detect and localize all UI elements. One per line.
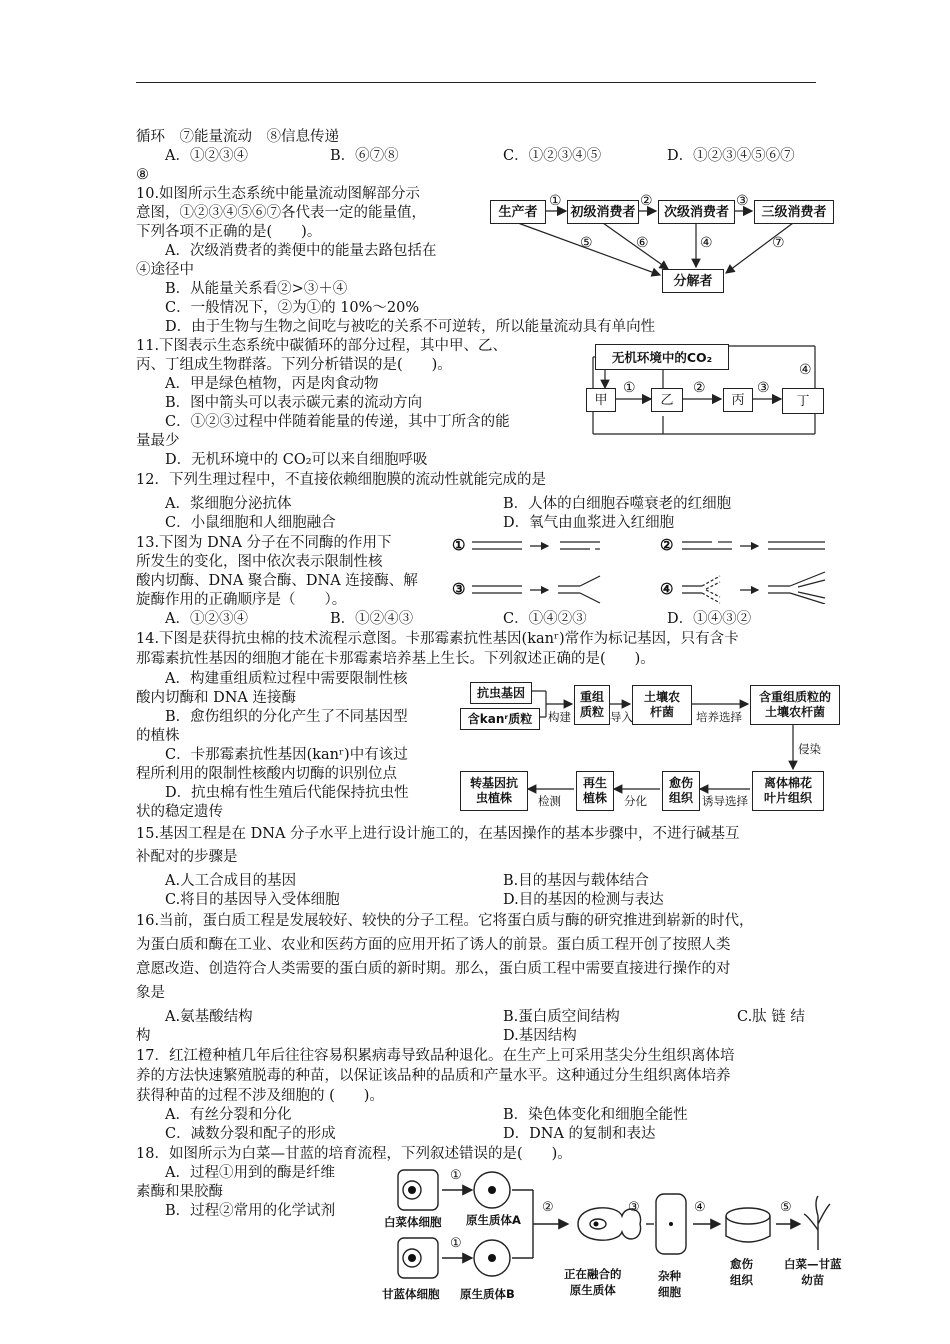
- box-secondary-consumer: 次级消费者: [658, 200, 735, 224]
- label-2: ②: [660, 536, 674, 554]
- box-cotton-leaf: 离体棉花 叶片组织: [752, 771, 824, 811]
- text-line: A．过程①用到的酶是纤维: [165, 1165, 335, 1181]
- text-line: C．卡那霉素抗性基因(kanʳ)中有该过: [165, 747, 408, 763]
- text-line: 11.下图表示生态系统中碳循环的部分过程，其中甲、乙、: [136, 338, 508, 354]
- text-line: B．从能量关系看②>③＋④: [165, 281, 348, 297]
- box-jia: 甲: [586, 388, 616, 412]
- label-callus: 愈伤 组织: [730, 1257, 753, 1287]
- text-line: A．次级消费者的粪便中的能量去路包括在: [165, 243, 437, 259]
- box-tertiary-consumer: 三级消费者: [754, 200, 834, 224]
- text-line: 量最少: [136, 433, 180, 449]
- box-primary-consumer: 初级消费者: [567, 200, 639, 224]
- text-line: D．氧气由血浆进入红细胞: [503, 515, 675, 531]
- text-line: D.基因结构: [503, 1028, 577, 1044]
- text-line: D．无机环境中的 CO₂可以来自细胞呼吸: [165, 452, 428, 468]
- figure-energy-flow: [488, 193, 836, 293]
- text-line: C.将目的基因导入受体细胞: [165, 892, 340, 908]
- text-line: B．①②④③: [330, 611, 414, 627]
- label-import: 导入: [610, 710, 633, 724]
- text-line: 补配对的步骤是: [136, 849, 238, 865]
- text-line: B．⑥⑦⑧: [330, 148, 399, 164]
- label-2: ②: [693, 380, 706, 396]
- text-line: A．①②③④: [165, 611, 248, 627]
- label-protoplast-a: 原生质体A: [466, 1213, 521, 1227]
- box-kan-plasmid: 含kanʳ质粒: [460, 708, 540, 730]
- figure-carbon-cycle: [585, 338, 825, 438]
- text-line: C．①②③④⑤: [503, 148, 602, 164]
- box-bing: 丙: [723, 388, 753, 412]
- label-infect: 侵染: [798, 742, 821, 756]
- header-rule: [136, 82, 816, 83]
- label-construct: 构建: [548, 710, 571, 724]
- label-cabbage-cell: 白菜体细胞: [384, 1215, 442, 1229]
- box-insect-gene: 抗虫基因: [470, 682, 532, 704]
- dna-strands: [450, 532, 840, 604]
- figure-dna-enzymes: [450, 532, 840, 604]
- text-line: A．有丝分裂和分化: [165, 1107, 292, 1123]
- text-line: B．图中箭头可以表示碳元素的流动方向: [165, 395, 423, 411]
- text-line: 酸内切酶和 DNA 连接酶: [136, 690, 297, 706]
- text-line: 16.当前，蛋白质工程是发展较好、较快的分子工程。它将蛋白质与酶的研究推进到崭新的时代，: [136, 913, 754, 929]
- text-line: ④途径中: [136, 262, 194, 278]
- label-3: ③: [757, 380, 770, 396]
- text-line: 获得种苗的过程不涉及细胞的 ( )。: [136, 1088, 384, 1104]
- text-line: 状的稳定遗传: [136, 804, 223, 820]
- label-detect: 检测: [538, 794, 561, 808]
- text-line: B.蛋白质空间结构: [503, 1009, 620, 1025]
- text-line: D．由于生物与生物之间吃与被吃的关系不可逆转，所以能量流动具有单向性: [165, 319, 656, 335]
- box-recombinant-plasmid: 重组 质粒: [574, 685, 610, 725]
- box-agrobacterium-recombinant: 含重组质粒的 土壤农杆菌: [750, 685, 840, 725]
- text-line: 为蛋白质和酶在工业、农业和医药方面的应用开拓了诱人的前景。蛋白质工程开创了按照人类: [136, 937, 731, 953]
- text-line: D．抗虫棉有性生殖后代能保持抗虫性: [165, 785, 409, 801]
- step-4: ④: [694, 1200, 706, 1215]
- text-line: 丙、丁组成生物群落。下列分析错误的是( )。: [136, 357, 452, 373]
- step-2: ②: [542, 1200, 554, 1215]
- text-line: 意图，①②③④⑤⑥⑦各代表一定的能量值，: [136, 205, 426, 221]
- label-7: ⑦: [772, 235, 785, 251]
- text-line: D．①②③④⑤⑥⑦: [667, 148, 795, 164]
- label-kale-cell: 甘蓝体细胞: [382, 1287, 440, 1301]
- step-3: ③: [628, 1200, 640, 1215]
- label-6: ⑥: [636, 235, 649, 251]
- box-inorganic-co2: 无机环境中的CO₂: [595, 344, 729, 370]
- text-line: 的植株: [136, 728, 180, 744]
- label-1: ①: [452, 536, 466, 554]
- step-1a: ①: [450, 1168, 462, 1183]
- text-line: 程所利用的限制性核酸内切酶的识别位点: [136, 766, 397, 782]
- text-line: 13.下图为 DNA 分子在不同酶的作用下: [136, 535, 392, 551]
- text-line: C．小鼠细胞和人细胞融合: [165, 515, 336, 531]
- box-ding: 丁: [782, 388, 824, 414]
- text-line: 酸内切酶、DNA 聚合酶、DNA 连接酶、解: [136, 573, 418, 589]
- text-line: 15.基因工程是在 DNA 分子水平上进行设计施工的，在基因操作的基本步骤中，不进行碱基互: [136, 826, 740, 842]
- text-line: A.人工合成目的基因: [165, 873, 297, 889]
- text-line: A．构建重组质粒过程中需要限制性核: [165, 671, 408, 687]
- text-line: 17．红江橙种植几年后往往容易积累病毒导致品种退化。在生产上可采用茎尖分生组织离体培: [136, 1048, 735, 1064]
- text-line: B．过程②常用的化学试剂: [165, 1203, 336, 1219]
- figure-hybrid-flow: [378, 1160, 848, 1344]
- text-line: ⑧: [136, 167, 149, 183]
- text-line: 12．下列生理过程中，不直接依赖细胞膜的流动性就能完成的是: [136, 472, 546, 488]
- text-line: B．人体的白细胞吞噬衰老的红细胞: [503, 496, 732, 512]
- label-fusing-protoplast: 正在融合的 原生质体: [564, 1267, 622, 1297]
- label-3: ③: [452, 580, 466, 598]
- text-line: 循环 ⑦能量流动 ⑧信息传递: [136, 129, 339, 145]
- label-1: ①: [549, 193, 562, 209]
- box-agrobacterium: 土壤农 杆菌: [632, 685, 692, 725]
- text-line: C．①④②③: [503, 611, 587, 627]
- label-differentiate: 分化: [624, 794, 647, 808]
- text-line: B．愈伤组织的分化产生了不同基因型: [165, 709, 408, 725]
- label-4: ④: [660, 580, 674, 598]
- text-line: 10.如图所示生态系统中能量流动图解部分示: [136, 186, 421, 202]
- text-line: 14.下图是获得抗虫棉的技术流程示意图。卡那霉素抗性基因(kanʳ)常作为标记基因，只有含卡: [136, 631, 739, 647]
- label-seedling: 白菜—甘蓝 幼苗: [784, 1257, 842, 1287]
- box-decomposer: 分解者: [662, 269, 724, 293]
- label-culture-select: 培养选择: [696, 710, 742, 724]
- text-line: 那霉素抗性基因的细胞才能在卡那霉素培养基上生长。下列叙述正确的是( )。: [136, 651, 655, 667]
- label-5: ⑤: [580, 235, 593, 251]
- text-line: B.目的基因与载体结合: [503, 873, 649, 889]
- label-1: ①: [623, 380, 636, 396]
- label-2: ②: [640, 193, 653, 209]
- text-line: 下列各项不正确的是( )。: [136, 224, 322, 240]
- label-hybrid-cell: 杂种 细胞: [658, 1269, 681, 1299]
- box-regenerated-plant: 再生 植株: [576, 771, 614, 811]
- box-yi: 乙: [651, 388, 683, 412]
- text-line: 象是: [136, 985, 165, 1001]
- text-line: D．①④③②: [667, 611, 752, 627]
- label-protoplast-b: 原生质体B: [460, 1287, 515, 1301]
- hybrid-flow-drawing: [378, 1160, 848, 1344]
- text-line: D．DNA 的复制和表达: [503, 1126, 656, 1142]
- text-line: C．减数分裂和配子的形成: [165, 1126, 336, 1142]
- text-line: 所发生的变化，图中依次表示限制性核: [136, 554, 383, 570]
- text-line: 素酶和果胶酶: [136, 1184, 223, 1200]
- text-line: A．①②③④: [165, 148, 248, 164]
- text-line: C．①②③过程中伴随着能量的传递，其中丁所含的能: [165, 414, 510, 430]
- step-5: ⑤: [780, 1200, 792, 1215]
- step-1b: ①: [450, 1236, 462, 1251]
- text-line: 旋酶作用的正确顺序是（ ）。: [136, 592, 347, 608]
- box-producer: 生产者: [490, 200, 546, 224]
- label-induce-select: 诱导选择: [702, 794, 748, 808]
- box-callus: 愈伤 组织: [662, 771, 700, 811]
- text-line: C．一般情况下，②为①的 10%～20%: [165, 300, 420, 316]
- text-line: 构: [136, 1028, 151, 1044]
- label-4: ④: [799, 362, 812, 378]
- text-line: A.氨基酸结构: [165, 1009, 253, 1025]
- text-line: 养的方法快速繁殖脱毒的种苗，以保证该品种的品质和产量水平。这种通过分生组织离体培养: [136, 1068, 731, 1084]
- text-line: 意愿改造、创造符合人类需要的蛋白质的新时期。那么，蛋白质工程中需要直接进行操作的对: [136, 961, 731, 977]
- text-line: C.肽 链 结: [737, 1009, 805, 1025]
- figure-cotton-flow: [458, 677, 844, 817]
- text-line: A．甲是绿色植物，丙是肉食动物: [165, 376, 379, 392]
- text-line: D.目的基因的检测与表达: [503, 892, 664, 908]
- text-line: B．染色体变化和细胞全能性: [503, 1107, 688, 1123]
- box-transgenic-plant: 转基因抗 虫植株: [460, 771, 528, 811]
- text-line: 18．如图所示为白菜—甘蓝的培育流程，下列叙述错误的是( )。: [136, 1146, 572, 1162]
- text-line: A．浆细胞分泌抗体: [165, 496, 292, 512]
- label-4: ④: [700, 235, 713, 251]
- label-3: ③: [736, 193, 749, 209]
